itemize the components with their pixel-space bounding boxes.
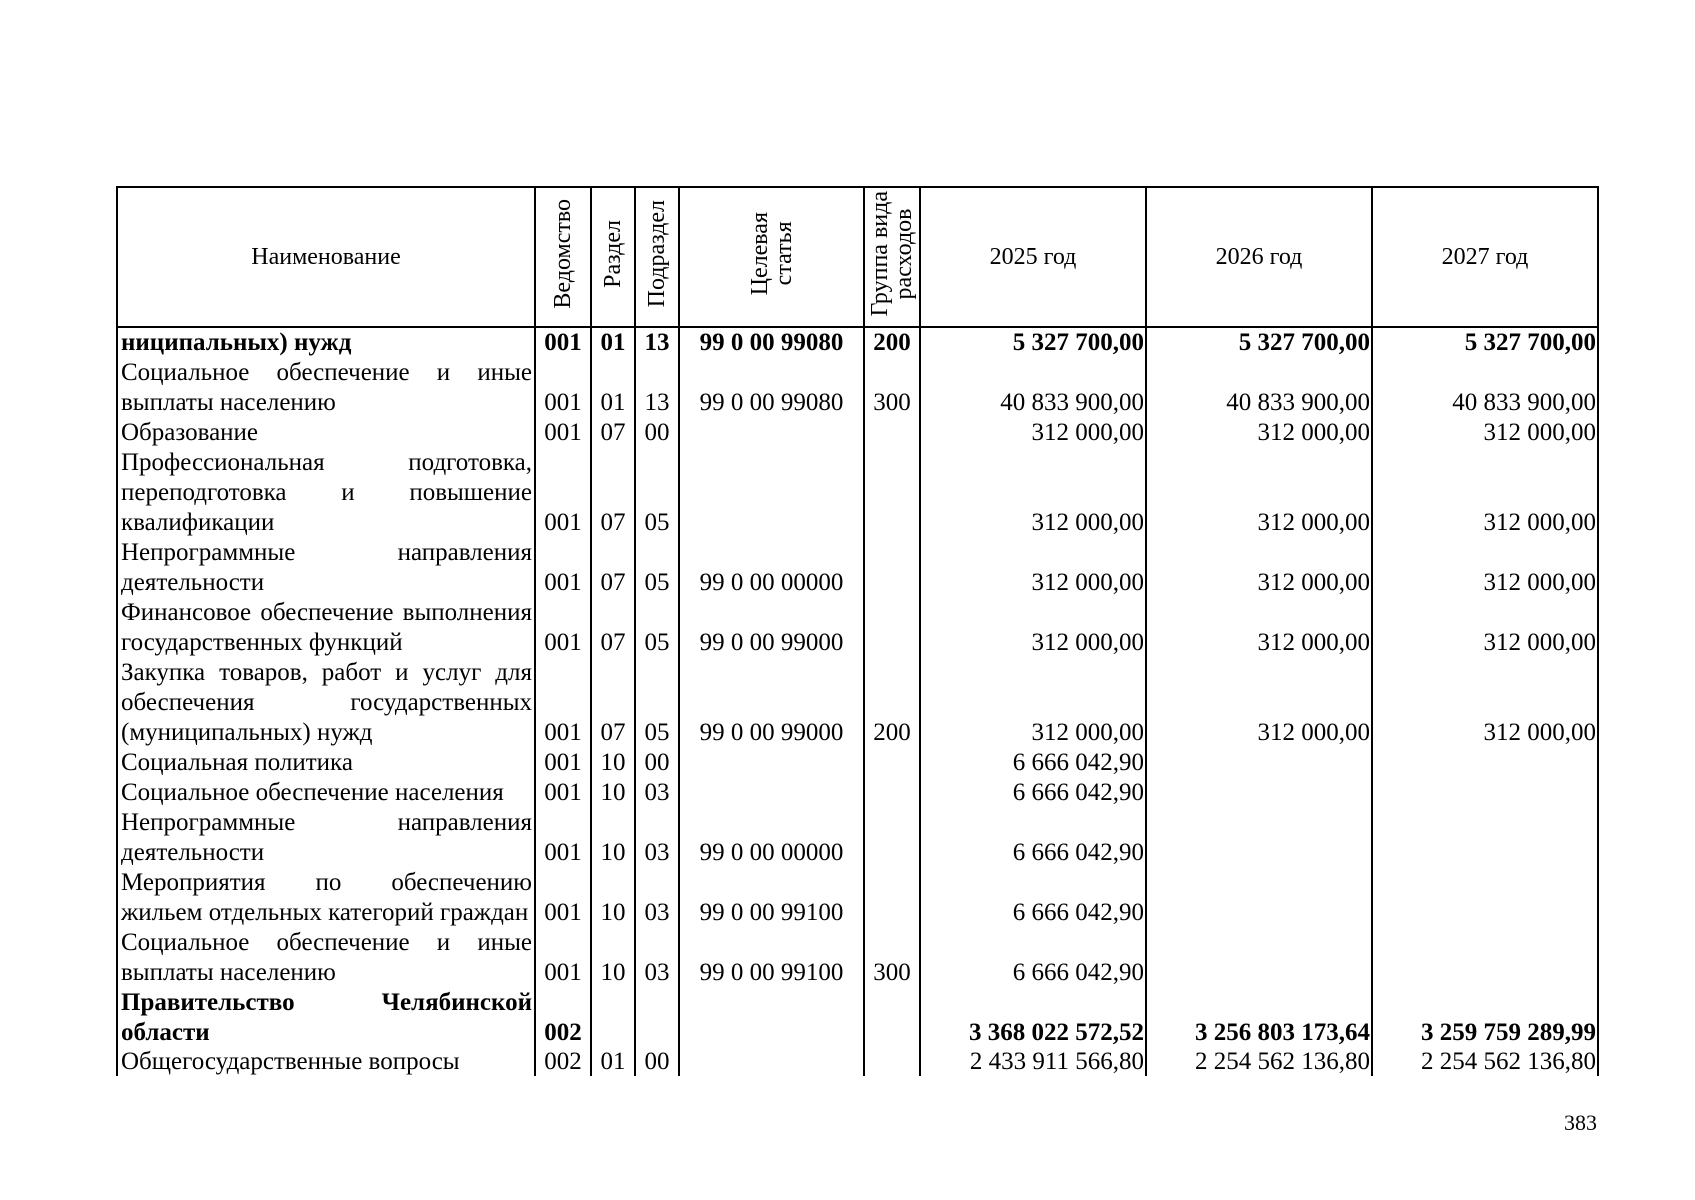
row-target-article bbox=[679, 988, 864, 1048]
table-row bbox=[117, 928, 1598, 988]
table-row bbox=[117, 358, 1598, 418]
header-section: Раздел bbox=[591, 187, 635, 327]
row-name: Закупка товаров, работ и услуг для обеспечения государственных (муниципальных) нужд bbox=[117, 658, 535, 748]
row-amount-2025: 6 666 042,90 bbox=[920, 778, 1146, 808]
row-subsection: 05 bbox=[635, 598, 679, 658]
row-amount-2026 bbox=[1146, 928, 1372, 988]
row-amount-2027: 3 259 759 289,99 bbox=[1372, 988, 1598, 1048]
row-subsection: 00 bbox=[635, 418, 679, 448]
row-section: 07 bbox=[591, 538, 635, 598]
table-row bbox=[117, 748, 1598, 778]
row-name: Финансовое обеспечение выполнения государственных функций bbox=[117, 598, 535, 658]
row-subsection: 03 bbox=[635, 808, 679, 868]
row-target-article: 99 0 00 99100 bbox=[679, 928, 864, 988]
row-amount-2027: 5 327 700,00 bbox=[1372, 327, 1598, 358]
row-subsection: 05 bbox=[635, 658, 679, 748]
row-target-article: 99 0 00 99000 bbox=[679, 598, 864, 658]
row-name: Общегосударственные вопросы bbox=[117, 1048, 535, 1076]
row-section: 10 bbox=[591, 748, 635, 778]
row-expense-group bbox=[864, 418, 920, 448]
row-expense-group bbox=[864, 538, 920, 598]
row-amount-2025: 312 000,00 bbox=[920, 418, 1146, 448]
row-section: 10 bbox=[591, 808, 635, 868]
table-row bbox=[117, 808, 1598, 868]
row-section: 07 bbox=[591, 448, 635, 538]
row-target-article: 99 0 00 00000 bbox=[679, 808, 864, 868]
row-amount-2027: 312 000,00 bbox=[1372, 448, 1598, 538]
table-row bbox=[117, 868, 1598, 928]
table-row bbox=[117, 598, 1598, 658]
row-subsection bbox=[635, 988, 679, 1048]
row-name: Профессиональная подготовка, переподготовка и повышение квалификации bbox=[117, 448, 535, 538]
row-name: Мероприятия по обеспечению жильем отдельных категорий граждан bbox=[117, 868, 535, 928]
row-amount-2027 bbox=[1372, 868, 1598, 928]
row-amount-2027 bbox=[1372, 748, 1598, 778]
row-target-article bbox=[679, 418, 864, 448]
row-department: 001 bbox=[535, 418, 591, 448]
table-row bbox=[117, 418, 1598, 448]
row-target-article: 99 0 00 99080 bbox=[679, 358, 864, 418]
row-name: Правительство Челябинской области bbox=[117, 988, 535, 1048]
row-subsection: 00 bbox=[635, 1048, 679, 1076]
row-department: 001 bbox=[535, 748, 591, 778]
row-amount-2026: 312 000,00 bbox=[1146, 418, 1372, 448]
table-row bbox=[117, 778, 1598, 808]
row-section bbox=[591, 988, 635, 1048]
row-name: Социальное обеспечение и иные выплаты населению bbox=[117, 928, 535, 988]
row-name: Социальная политика bbox=[117, 748, 535, 778]
row-target-article: 99 0 00 99080 bbox=[679, 327, 864, 358]
row-name: ниципальных) нужд bbox=[117, 327, 535, 358]
row-amount-2026 bbox=[1146, 748, 1372, 778]
header-department: Ведомство bbox=[535, 187, 591, 327]
row-department: 001 bbox=[535, 448, 591, 538]
row-subsection: 05 bbox=[635, 448, 679, 538]
row-amount-2027 bbox=[1372, 778, 1598, 808]
row-expense-group bbox=[864, 808, 920, 868]
row-section: 01 bbox=[591, 1048, 635, 1076]
row-expense-group: 200 bbox=[864, 658, 920, 748]
row-amount-2027: 2 254 562 136,80 bbox=[1372, 1048, 1598, 1076]
row-department: 001 bbox=[535, 358, 591, 418]
row-section: 10 bbox=[591, 868, 635, 928]
row-name: Непрограммные направления деятельности bbox=[117, 808, 535, 868]
row-department: 001 bbox=[535, 598, 591, 658]
row-subsection: 13 bbox=[635, 327, 679, 358]
row-name: Социальное обеспечение и иные выплаты населению bbox=[117, 358, 535, 418]
header-name: Наименование bbox=[117, 187, 535, 327]
row-subsection: 00 bbox=[635, 748, 679, 778]
row-amount-2026: 312 000,00 bbox=[1146, 448, 1372, 538]
row-amount-2026: 40 833 900,00 bbox=[1146, 358, 1372, 418]
table-row bbox=[117, 538, 1598, 598]
row-amount-2025: 5 327 700,00 bbox=[920, 327, 1146, 358]
row-amount-2027 bbox=[1372, 808, 1598, 868]
row-department: 002 bbox=[535, 988, 591, 1048]
row-name: Социальное обеспечение населения bbox=[117, 778, 535, 808]
row-amount-2025: 312 000,00 bbox=[920, 538, 1146, 598]
row-department: 001 bbox=[535, 538, 591, 598]
row-target-article bbox=[679, 1048, 864, 1076]
row-department: 001 bbox=[535, 928, 591, 988]
row-amount-2025: 3 368 022 572,52 bbox=[920, 988, 1146, 1048]
row-expense-group bbox=[864, 598, 920, 658]
table-header bbox=[117, 187, 1598, 327]
row-amount-2025: 6 666 042,90 bbox=[920, 928, 1146, 988]
row-expense-group bbox=[864, 868, 920, 928]
row-amount-2025: 6 666 042,90 bbox=[920, 868, 1146, 928]
row-expense-group: 200 bbox=[864, 327, 920, 358]
row-section: 01 bbox=[591, 327, 635, 358]
row-subsection: 05 bbox=[635, 538, 679, 598]
row-amount-2027: 312 000,00 bbox=[1372, 418, 1598, 448]
row-expense-group bbox=[864, 988, 920, 1048]
row-amount-2027: 312 000,00 bbox=[1372, 538, 1598, 598]
row-target-article bbox=[679, 748, 864, 778]
row-amount-2027: 40 833 900,00 bbox=[1372, 358, 1598, 418]
row-department: 001 bbox=[535, 868, 591, 928]
row-section: 07 bbox=[591, 598, 635, 658]
row-department: 001 bbox=[535, 778, 591, 808]
table-row bbox=[117, 658, 1598, 748]
row-amount-2026: 3 256 803 173,64 bbox=[1146, 988, 1372, 1048]
row-amount-2026 bbox=[1146, 778, 1372, 808]
budget-table-container bbox=[116, 186, 1597, 1076]
page-number: 383 bbox=[1564, 1110, 1597, 1135]
header-year-2026: 2026 год bbox=[1146, 187, 1372, 327]
table-row bbox=[117, 1048, 1598, 1076]
row-amount-2026 bbox=[1146, 808, 1372, 868]
row-department: 001 bbox=[535, 327, 591, 358]
row-target-article: 99 0 00 99000 bbox=[679, 658, 864, 748]
header-target-article: Целевая статья bbox=[679, 187, 864, 327]
row-section: 10 bbox=[591, 928, 635, 988]
row-amount-2026: 312 000,00 bbox=[1146, 598, 1372, 658]
row-expense-group bbox=[864, 778, 920, 808]
row-department: 002 bbox=[535, 1048, 591, 1076]
row-amount-2026: 5 327 700,00 bbox=[1146, 327, 1372, 358]
budget-table bbox=[116, 186, 1599, 1076]
table-row bbox=[117, 448, 1598, 538]
row-expense-group bbox=[864, 448, 920, 538]
row-subsection: 13 bbox=[635, 358, 679, 418]
header-year-2027: 2027 год bbox=[1372, 187, 1598, 327]
row-expense-group: 300 bbox=[864, 358, 920, 418]
row-target-article bbox=[679, 778, 864, 808]
table-body bbox=[117, 327, 1598, 1076]
row-department: 001 bbox=[535, 658, 591, 748]
row-target-article: 99 0 00 00000 bbox=[679, 538, 864, 598]
row-amount-2025: 312 000,00 bbox=[920, 448, 1146, 538]
row-section: 07 bbox=[591, 418, 635, 448]
row-amount-2026 bbox=[1146, 868, 1372, 928]
header-year-2025: 2025 год bbox=[920, 187, 1146, 327]
row-amount-2026: 312 000,00 bbox=[1146, 658, 1372, 748]
row-expense-group: 300 bbox=[864, 928, 920, 988]
row-name: Непрограммные направления деятельности bbox=[117, 538, 535, 598]
row-amount-2026: 2 254 562 136,80 bbox=[1146, 1048, 1372, 1076]
row-target-article bbox=[679, 448, 864, 538]
header-expense-group: Группа вида расходов bbox=[864, 187, 920, 327]
row-subsection: 03 bbox=[635, 778, 679, 808]
table-row bbox=[117, 988, 1598, 1048]
row-section: 07 bbox=[591, 658, 635, 748]
row-subsection: 03 bbox=[635, 868, 679, 928]
row-amount-2025: 6 666 042,90 bbox=[920, 808, 1146, 868]
row-expense-group bbox=[864, 748, 920, 778]
row-amount-2025: 40 833 900,00 bbox=[920, 358, 1146, 418]
header-subsection: Подраздел bbox=[635, 187, 679, 327]
row-amount-2025: 2 433 911 566,80 bbox=[920, 1048, 1146, 1076]
row-target-article: 99 0 00 99100 bbox=[679, 868, 864, 928]
row-amount-2025: 312 000,00 bbox=[920, 658, 1146, 748]
table-row bbox=[117, 327, 1598, 358]
row-amount-2027: 312 000,00 bbox=[1372, 598, 1598, 658]
row-expense-group bbox=[864, 1048, 920, 1076]
row-amount-2027: 312 000,00 bbox=[1372, 658, 1598, 748]
row-section: 10 bbox=[591, 778, 635, 808]
row-subsection: 03 bbox=[635, 928, 679, 988]
row-amount-2025: 312 000,00 bbox=[920, 598, 1146, 658]
row-amount-2025: 6 666 042,90 bbox=[920, 748, 1146, 778]
row-department: 001 bbox=[535, 808, 591, 868]
row-section: 01 bbox=[591, 358, 635, 418]
row-amount-2027 bbox=[1372, 928, 1598, 988]
row-amount-2026: 312 000,00 bbox=[1146, 538, 1372, 598]
row-name: Образование bbox=[117, 418, 535, 448]
